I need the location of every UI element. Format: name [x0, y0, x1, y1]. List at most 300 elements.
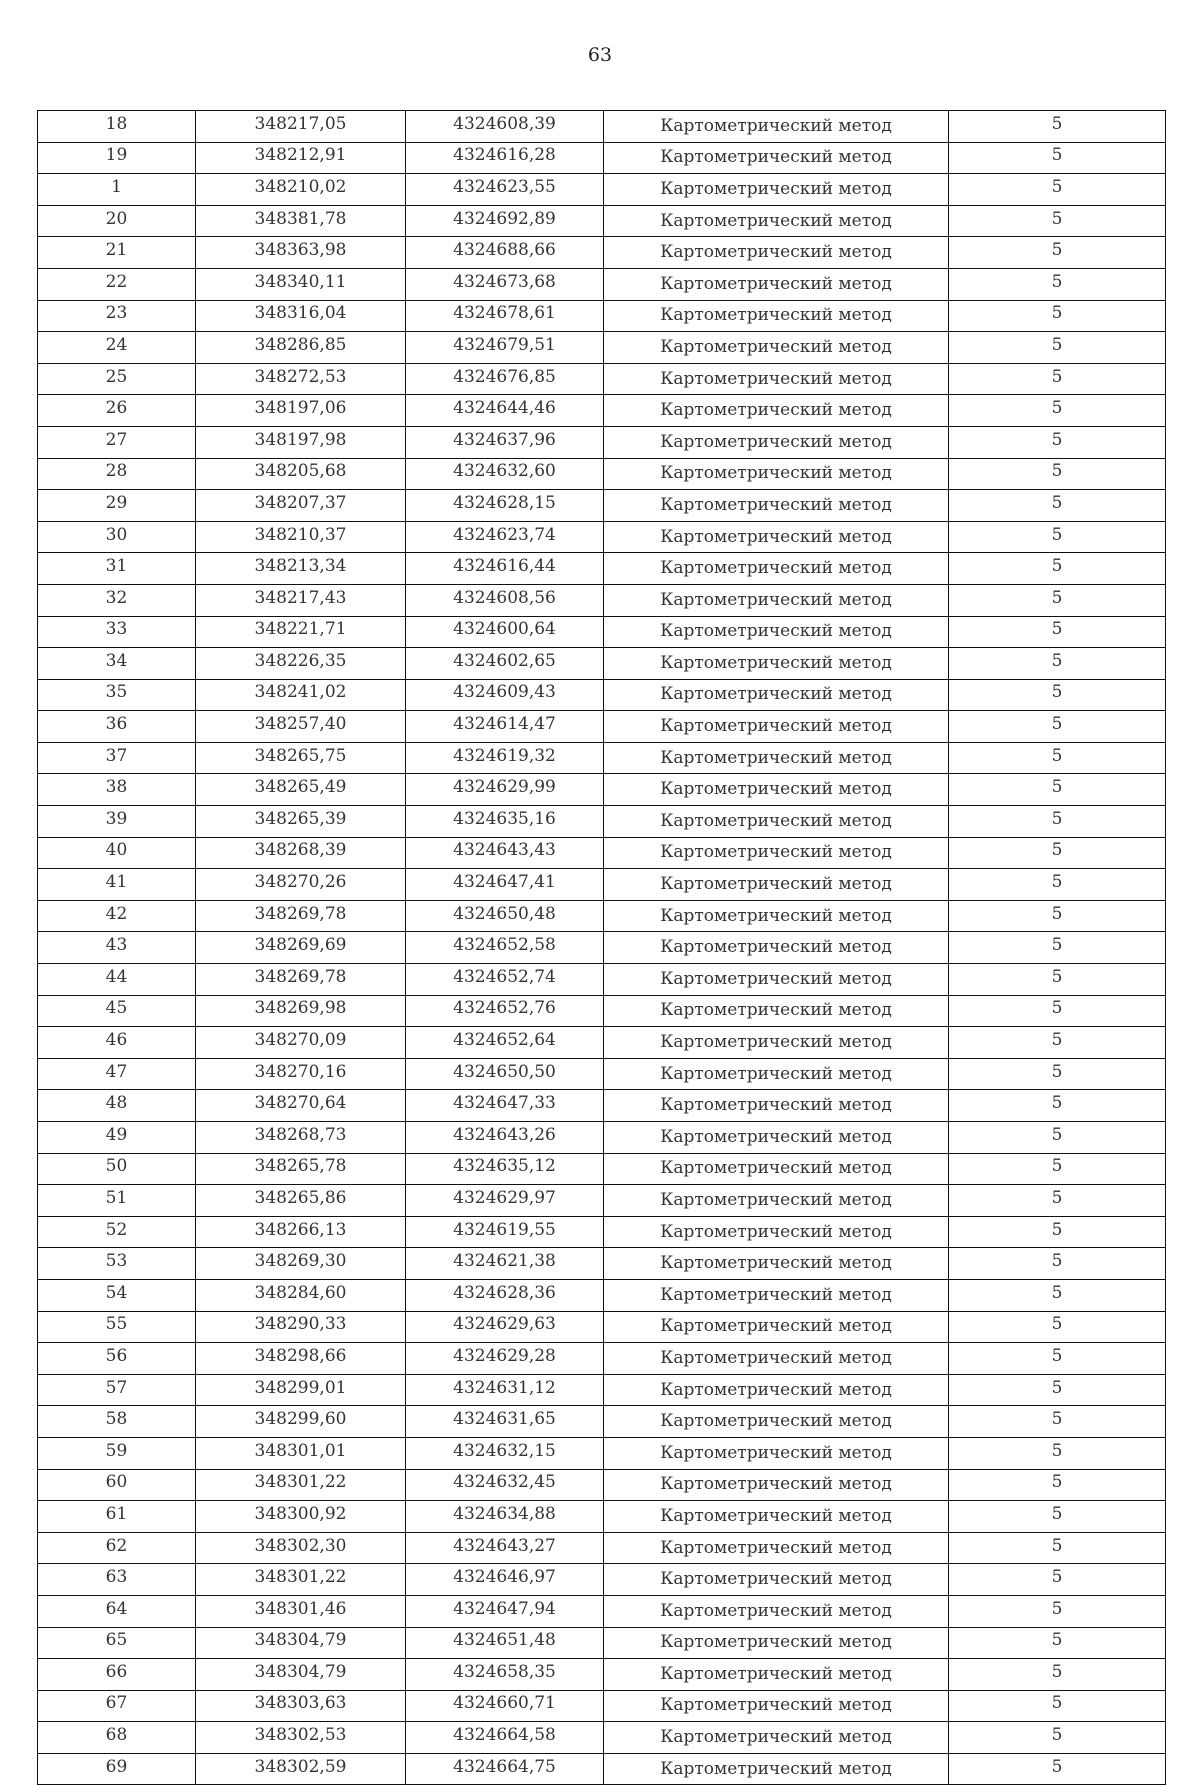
method-cell: Картометрический метод — [604, 553, 949, 585]
x-coordinate-cell: 348301,01 — [196, 1437, 406, 1469]
table-row — [38, 900, 1166, 932]
point-number-cell: 55 — [38, 1311, 196, 1343]
table-row — [38, 1216, 1166, 1248]
coordinates-table-body — [38, 111, 1166, 1785]
table-row — [38, 174, 1166, 206]
x-coordinate-cell: 348213,34 — [196, 553, 406, 585]
method-cell: Картометрический метод — [604, 900, 949, 932]
y-coordinate-cell: 4324631,12 — [406, 1374, 604, 1406]
table-row — [38, 1690, 1166, 1722]
accuracy-cell: 5 — [949, 426, 1166, 458]
x-coordinate-cell: 348299,60 — [196, 1406, 406, 1438]
y-coordinate-cell: 4324664,58 — [406, 1722, 604, 1754]
method-cell: Картометрический метод — [604, 1595, 949, 1627]
method-cell: Картометрический метод — [604, 837, 949, 869]
method-cell: Картометрический метод — [604, 1311, 949, 1343]
table-row — [38, 521, 1166, 553]
point-number-cell: 38 — [38, 774, 196, 806]
x-coordinate-cell: 348241,02 — [196, 679, 406, 711]
method-cell: Картометрический метод — [604, 142, 949, 174]
method-cell: Картометрический метод — [604, 1722, 949, 1754]
x-coordinate-cell: 348257,40 — [196, 711, 406, 743]
method-cell: Картометрический метод — [604, 1532, 949, 1564]
accuracy-cell: 5 — [949, 774, 1166, 806]
point-number-cell: 45 — [38, 995, 196, 1027]
x-coordinate-cell: 348272,53 — [196, 363, 406, 395]
x-coordinate-cell: 348210,37 — [196, 521, 406, 553]
point-number-cell: 26 — [38, 395, 196, 427]
method-cell: Картометрический метод — [604, 1564, 949, 1596]
method-cell: Картометрический метод — [604, 1185, 949, 1217]
y-coordinate-cell: 4324643,26 — [406, 1122, 604, 1154]
accuracy-cell: 5 — [949, 1501, 1166, 1533]
accuracy-cell: 5 — [949, 111, 1166, 143]
y-coordinate-cell: 4324652,76 — [406, 995, 604, 1027]
point-number-cell: 63 — [38, 1564, 196, 1596]
point-number-cell: 54 — [38, 1279, 196, 1311]
y-coordinate-cell: 4324643,27 — [406, 1532, 604, 1564]
x-coordinate-cell: 348266,13 — [196, 1216, 406, 1248]
x-coordinate-cell: 348270,16 — [196, 1058, 406, 1090]
table-row — [38, 584, 1166, 616]
y-coordinate-cell: 4324635,12 — [406, 1153, 604, 1185]
method-cell: Картометрический метод — [604, 774, 949, 806]
x-coordinate-cell: 348265,86 — [196, 1185, 406, 1217]
accuracy-cell: 5 — [949, 521, 1166, 553]
accuracy-cell: 5 — [949, 268, 1166, 300]
accuracy-cell: 5 — [949, 553, 1166, 585]
page-number: 63 — [587, 44, 613, 66]
point-number-cell: 59 — [38, 1437, 196, 1469]
accuracy-cell: 5 — [949, 1659, 1166, 1691]
y-coordinate-cell: 4324650,48 — [406, 900, 604, 932]
y-coordinate-cell: 4324623,74 — [406, 521, 604, 553]
x-coordinate-cell: 348381,78 — [196, 205, 406, 237]
accuracy-cell: 5 — [949, 1027, 1166, 1059]
method-cell: Картометрический метод — [604, 426, 949, 458]
point-number-cell: 24 — [38, 332, 196, 364]
y-coordinate-cell: 4324632,15 — [406, 1437, 604, 1469]
point-number-cell: 30 — [38, 521, 196, 553]
table-row — [38, 616, 1166, 648]
point-number-cell: 68 — [38, 1722, 196, 1754]
x-coordinate-cell: 348217,05 — [196, 111, 406, 143]
point-number-cell: 64 — [38, 1595, 196, 1627]
y-coordinate-cell: 4324643,43 — [406, 837, 604, 869]
table-row — [38, 679, 1166, 711]
table-row — [38, 1532, 1166, 1564]
y-coordinate-cell: 4324652,64 — [406, 1027, 604, 1059]
method-cell: Картометрический метод — [604, 332, 949, 364]
point-number-cell: 31 — [38, 553, 196, 585]
table-row — [38, 1090, 1166, 1122]
method-cell: Картометрический метод — [604, 300, 949, 332]
x-coordinate-cell: 348265,39 — [196, 806, 406, 838]
y-coordinate-cell: 4324621,38 — [406, 1248, 604, 1280]
accuracy-cell: 5 — [949, 458, 1166, 490]
x-coordinate-cell: 348284,60 — [196, 1279, 406, 1311]
table-row — [38, 1659, 1166, 1691]
point-number-cell: 47 — [38, 1058, 196, 1090]
table-row — [38, 995, 1166, 1027]
point-number-cell: 19 — [38, 142, 196, 174]
table-row — [38, 1501, 1166, 1533]
y-coordinate-cell: 4324647,33 — [406, 1090, 604, 1122]
table-row — [38, 142, 1166, 174]
y-coordinate-cell: 4324652,74 — [406, 964, 604, 996]
y-coordinate-cell: 4324646,97 — [406, 1564, 604, 1596]
point-number-cell: 41 — [38, 869, 196, 901]
y-coordinate-cell: 4324647,41 — [406, 869, 604, 901]
x-coordinate-cell: 348340,11 — [196, 268, 406, 300]
accuracy-cell: 5 — [949, 711, 1166, 743]
accuracy-cell: 5 — [949, 332, 1166, 364]
table-row — [38, 932, 1166, 964]
x-coordinate-cell: 348217,43 — [196, 584, 406, 616]
accuracy-cell: 5 — [949, 1690, 1166, 1722]
y-coordinate-cell: 4324692,89 — [406, 205, 604, 237]
x-coordinate-cell: 348363,98 — [196, 237, 406, 269]
table-row — [38, 837, 1166, 869]
table-row — [38, 1722, 1166, 1754]
y-coordinate-cell: 4324652,58 — [406, 932, 604, 964]
point-number-cell: 27 — [38, 426, 196, 458]
y-coordinate-cell: 4324614,47 — [406, 711, 604, 743]
x-coordinate-cell: 348270,09 — [196, 1027, 406, 1059]
y-coordinate-cell: 4324628,15 — [406, 490, 604, 522]
table-row — [38, 553, 1166, 585]
accuracy-cell: 5 — [949, 584, 1166, 616]
x-coordinate-cell: 348316,04 — [196, 300, 406, 332]
method-cell: Картометрический метод — [604, 174, 949, 206]
table-row — [38, 1248, 1166, 1280]
method-cell: Картометрический метод — [604, 395, 949, 427]
x-coordinate-cell: 348299,01 — [196, 1374, 406, 1406]
table-row — [38, 1753, 1166, 1785]
table-row — [38, 742, 1166, 774]
accuracy-cell: 5 — [949, 742, 1166, 774]
accuracy-cell: 5 — [949, 932, 1166, 964]
accuracy-cell: 5 — [949, 1532, 1166, 1564]
x-coordinate-cell: 348226,35 — [196, 648, 406, 680]
method-cell: Картометрический метод — [604, 1753, 949, 1785]
table-row — [38, 300, 1166, 332]
point-number-cell: 40 — [38, 837, 196, 869]
y-coordinate-cell: 4324629,97 — [406, 1185, 604, 1217]
table-row — [38, 426, 1166, 458]
accuracy-cell: 5 — [949, 1627, 1166, 1659]
y-coordinate-cell: 4324664,75 — [406, 1753, 604, 1785]
table-row — [38, 1027, 1166, 1059]
y-coordinate-cell: 4324608,39 — [406, 111, 604, 143]
point-number-cell: 61 — [38, 1501, 196, 1533]
method-cell: Картометрический метод — [604, 268, 949, 300]
x-coordinate-cell: 348303,63 — [196, 1690, 406, 1722]
y-coordinate-cell: 4324628,36 — [406, 1279, 604, 1311]
table-row — [38, 711, 1166, 743]
accuracy-cell: 5 — [949, 205, 1166, 237]
accuracy-cell: 5 — [949, 869, 1166, 901]
method-cell: Картометрический метод — [604, 1058, 949, 1090]
x-coordinate-cell: 348270,26 — [196, 869, 406, 901]
point-number-cell: 35 — [38, 679, 196, 711]
x-coordinate-cell: 348212,91 — [196, 142, 406, 174]
method-cell: Картометрический метод — [604, 1090, 949, 1122]
y-coordinate-cell: 4324623,55 — [406, 174, 604, 206]
accuracy-cell: 5 — [949, 1595, 1166, 1627]
x-coordinate-cell: 348304,79 — [196, 1659, 406, 1691]
method-cell: Картометрический метод — [604, 742, 949, 774]
y-coordinate-cell: 4324629,99 — [406, 774, 604, 806]
method-cell: Картометрический метод — [604, 1469, 949, 1501]
table-row — [38, 268, 1166, 300]
method-cell: Картометрический метод — [604, 237, 949, 269]
x-coordinate-cell: 348286,85 — [196, 332, 406, 364]
method-cell: Картометрический метод — [604, 490, 949, 522]
method-cell: Картометрический метод — [604, 1659, 949, 1691]
table-row — [38, 490, 1166, 522]
point-number-cell: 62 — [38, 1532, 196, 1564]
accuracy-cell: 5 — [949, 1469, 1166, 1501]
table-row — [38, 205, 1166, 237]
accuracy-cell: 5 — [949, 1753, 1166, 1785]
accuracy-cell: 5 — [949, 1311, 1166, 1343]
point-number-cell: 49 — [38, 1122, 196, 1154]
table-row — [38, 1058, 1166, 1090]
table-row — [38, 111, 1166, 143]
point-number-cell: 56 — [38, 1343, 196, 1375]
y-coordinate-cell: 4324632,60 — [406, 458, 604, 490]
method-cell: Картометрический метод — [604, 1279, 949, 1311]
accuracy-cell: 5 — [949, 1216, 1166, 1248]
y-coordinate-cell: 4324616,44 — [406, 553, 604, 585]
y-coordinate-cell: 4324629,63 — [406, 1311, 604, 1343]
point-number-cell: 48 — [38, 1090, 196, 1122]
point-number-cell: 66 — [38, 1659, 196, 1691]
y-coordinate-cell: 4324647,94 — [406, 1595, 604, 1627]
y-coordinate-cell: 4324616,28 — [406, 142, 604, 174]
method-cell: Картометрический метод — [604, 1627, 949, 1659]
table-row — [38, 1279, 1166, 1311]
x-coordinate-cell: 348207,37 — [196, 490, 406, 522]
table-row — [38, 1595, 1166, 1627]
x-coordinate-cell: 348290,33 — [196, 1311, 406, 1343]
table-row — [38, 1343, 1166, 1375]
accuracy-cell: 5 — [949, 1122, 1166, 1154]
method-cell: Картометрический метод — [604, 205, 949, 237]
point-number-cell: 22 — [38, 268, 196, 300]
point-number-cell: 51 — [38, 1185, 196, 1217]
point-number-cell: 37 — [38, 742, 196, 774]
point-number-cell: 25 — [38, 363, 196, 395]
x-coordinate-cell: 348269,69 — [196, 932, 406, 964]
table-row — [38, 869, 1166, 901]
method-cell: Картометрический метод — [604, 1501, 949, 1533]
method-cell: Картометрический метод — [604, 1216, 949, 1248]
y-coordinate-cell: 4324673,68 — [406, 268, 604, 300]
y-coordinate-cell: 4324650,50 — [406, 1058, 604, 1090]
accuracy-cell: 5 — [949, 1185, 1166, 1217]
accuracy-cell: 5 — [949, 174, 1166, 206]
table-row — [38, 332, 1166, 364]
point-number-cell: 44 — [38, 964, 196, 996]
x-coordinate-cell: 348304,79 — [196, 1627, 406, 1659]
x-coordinate-cell: 348269,78 — [196, 964, 406, 996]
coordinates-table — [37, 110, 1166, 1785]
table-row — [38, 1311, 1166, 1343]
method-cell: Картометрический метод — [604, 648, 949, 680]
table-row — [38, 774, 1166, 806]
x-coordinate-cell: 348265,78 — [196, 1153, 406, 1185]
y-coordinate-cell: 4324629,28 — [406, 1343, 604, 1375]
x-coordinate-cell: 348265,75 — [196, 742, 406, 774]
accuracy-cell: 5 — [949, 1248, 1166, 1280]
method-cell: Картометрический метод — [604, 521, 949, 553]
method-cell: Картометрический метод — [604, 932, 949, 964]
point-number-cell: 53 — [38, 1248, 196, 1280]
method-cell: Картометрический метод — [604, 869, 949, 901]
accuracy-cell: 5 — [949, 363, 1166, 395]
point-number-cell: 36 — [38, 711, 196, 743]
accuracy-cell: 5 — [949, 1564, 1166, 1596]
table-row — [38, 237, 1166, 269]
y-coordinate-cell: 4324678,61 — [406, 300, 604, 332]
y-coordinate-cell: 4324600,64 — [406, 616, 604, 648]
x-coordinate-cell: 348197,98 — [196, 426, 406, 458]
accuracy-cell: 5 — [949, 1058, 1166, 1090]
point-number-cell: 58 — [38, 1406, 196, 1438]
y-coordinate-cell: 4324608,56 — [406, 584, 604, 616]
y-coordinate-cell: 4324644,46 — [406, 395, 604, 427]
y-coordinate-cell: 4324651,48 — [406, 1627, 604, 1659]
x-coordinate-cell: 348197,06 — [196, 395, 406, 427]
method-cell: Картометрический метод — [604, 1374, 949, 1406]
x-coordinate-cell: 348301,46 — [196, 1595, 406, 1627]
accuracy-cell: 5 — [949, 142, 1166, 174]
x-coordinate-cell: 348302,30 — [196, 1532, 406, 1564]
method-cell: Картометрический метод — [604, 1343, 949, 1375]
table-row — [38, 363, 1166, 395]
accuracy-cell: 5 — [949, 679, 1166, 711]
accuracy-cell: 5 — [949, 395, 1166, 427]
y-coordinate-cell: 4324660,71 — [406, 1690, 604, 1722]
y-coordinate-cell: 4324602,65 — [406, 648, 604, 680]
accuracy-cell: 5 — [949, 1437, 1166, 1469]
point-number-cell: 1 — [38, 174, 196, 206]
y-coordinate-cell: 4324619,55 — [406, 1216, 604, 1248]
y-coordinate-cell: 4324658,35 — [406, 1659, 604, 1691]
accuracy-cell: 5 — [949, 1343, 1166, 1375]
table-row — [38, 1185, 1166, 1217]
point-number-cell: 43 — [38, 932, 196, 964]
y-coordinate-cell: 4324688,66 — [406, 237, 604, 269]
table-row — [38, 1437, 1166, 1469]
x-coordinate-cell: 348210,02 — [196, 174, 406, 206]
y-coordinate-cell: 4324631,65 — [406, 1406, 604, 1438]
accuracy-cell: 5 — [949, 490, 1166, 522]
accuracy-cell: 5 — [949, 1374, 1166, 1406]
point-number-cell: 57 — [38, 1374, 196, 1406]
point-number-cell: 34 — [38, 648, 196, 680]
x-coordinate-cell: 348301,22 — [196, 1469, 406, 1501]
x-coordinate-cell: 348302,53 — [196, 1722, 406, 1754]
accuracy-cell: 5 — [949, 1090, 1166, 1122]
point-number-cell: 18 — [38, 111, 196, 143]
accuracy-cell: 5 — [949, 616, 1166, 648]
accuracy-cell: 5 — [949, 900, 1166, 932]
method-cell: Картометрический метод — [604, 679, 949, 711]
table-row — [38, 648, 1166, 680]
x-coordinate-cell: 348221,71 — [196, 616, 406, 648]
point-number-cell: 60 — [38, 1469, 196, 1501]
method-cell: Картометрический метод — [604, 1248, 949, 1280]
point-number-cell: 52 — [38, 1216, 196, 1248]
table-row — [38, 964, 1166, 996]
x-coordinate-cell: 348302,59 — [196, 1753, 406, 1785]
accuracy-cell: 5 — [949, 1722, 1166, 1754]
accuracy-cell: 5 — [949, 806, 1166, 838]
x-coordinate-cell: 348268,73 — [196, 1122, 406, 1154]
x-coordinate-cell: 348269,98 — [196, 995, 406, 1027]
table-row — [38, 1374, 1166, 1406]
x-coordinate-cell: 348301,22 — [196, 1564, 406, 1596]
accuracy-cell: 5 — [949, 964, 1166, 996]
x-coordinate-cell: 348298,66 — [196, 1343, 406, 1375]
method-cell: Картометрический метод — [604, 1122, 949, 1154]
table-row — [38, 806, 1166, 838]
method-cell: Картометрический метод — [604, 458, 949, 490]
method-cell: Картометрический метод — [604, 1027, 949, 1059]
y-coordinate-cell: 4324635,16 — [406, 806, 604, 838]
accuracy-cell: 5 — [949, 1279, 1166, 1311]
table-row — [38, 1122, 1166, 1154]
accuracy-cell: 5 — [949, 1406, 1166, 1438]
x-coordinate-cell: 348268,39 — [196, 837, 406, 869]
method-cell: Картометрический метод — [604, 1406, 949, 1438]
point-number-cell: 67 — [38, 1690, 196, 1722]
y-coordinate-cell: 4324679,51 — [406, 332, 604, 364]
accuracy-cell: 5 — [949, 300, 1166, 332]
accuracy-cell: 5 — [949, 837, 1166, 869]
table-row — [38, 458, 1166, 490]
method-cell: Картометрический метод — [604, 1437, 949, 1469]
y-coordinate-cell: 4324609,43 — [406, 679, 604, 711]
table-row — [38, 1469, 1166, 1501]
table-row — [38, 395, 1166, 427]
accuracy-cell: 5 — [949, 995, 1166, 1027]
y-coordinate-cell: 4324632,45 — [406, 1469, 604, 1501]
accuracy-cell: 5 — [949, 237, 1166, 269]
point-number-cell: 20 — [38, 205, 196, 237]
x-coordinate-cell: 348205,68 — [196, 458, 406, 490]
point-number-cell: 69 — [38, 1753, 196, 1785]
point-number-cell: 23 — [38, 300, 196, 332]
method-cell: Картометрический метод — [604, 616, 949, 648]
table-row — [38, 1627, 1166, 1659]
x-coordinate-cell: 348269,78 — [196, 900, 406, 932]
table-row — [38, 1406, 1166, 1438]
method-cell: Картометрический метод — [604, 584, 949, 616]
point-number-cell: 50 — [38, 1153, 196, 1185]
table-row — [38, 1564, 1166, 1596]
point-number-cell: 32 — [38, 584, 196, 616]
method-cell: Картометрический метод — [604, 995, 949, 1027]
method-cell: Картометрический метод — [604, 711, 949, 743]
x-coordinate-cell: 348270,64 — [196, 1090, 406, 1122]
accuracy-cell: 5 — [949, 648, 1166, 680]
y-coordinate-cell: 4324637,96 — [406, 426, 604, 458]
method-cell: Картометрический метод — [604, 111, 949, 143]
